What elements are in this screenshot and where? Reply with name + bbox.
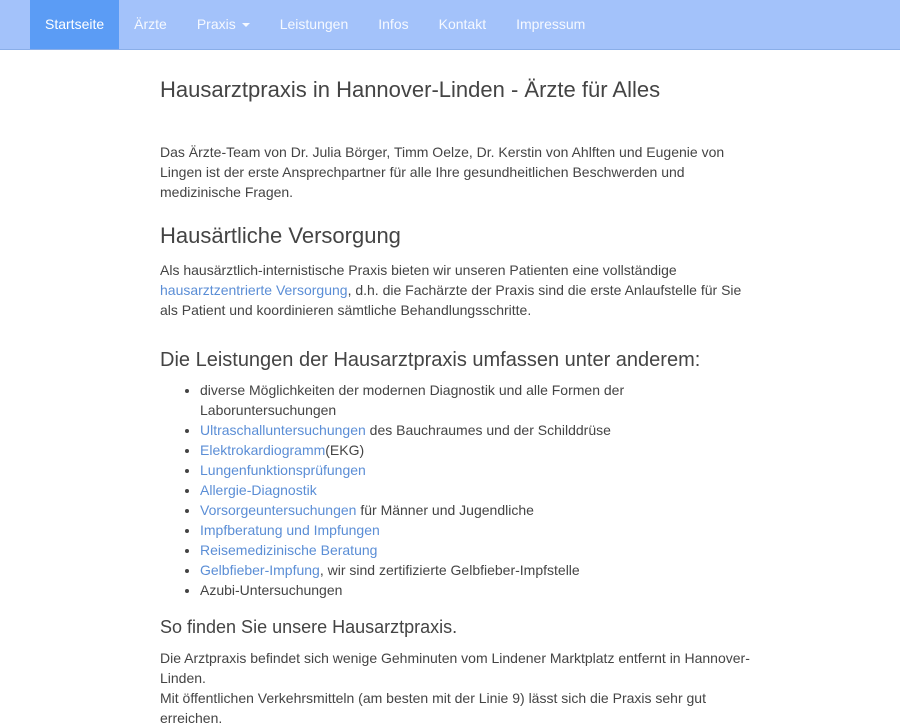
paragraph-text: Als hausärztlich-internistische Praxis bieten wir unseren Patienten eine vollständige [160,262,677,278]
link-impfberatung[interactable]: Impfberatung und Impfungen [200,522,380,538]
list-item [200,580,760,600]
page-title: Hausarztpraxis in Hannover-Linden - Ärzte für Alles [160,77,661,102]
nav-item-aerzte[interactable] [119,0,182,49]
list-item-text: des Bauchraumes und der Schilddrüse [365,422,611,438]
nav-item-impressum[interactable] [501,0,600,49]
caret-down-icon [242,23,250,27]
main-content [160,74,760,728]
nav-item-label: Ärzte [134,16,167,32]
nav-item-label: Kontakt [438,16,487,32]
nav-item-label: Startseite [45,16,105,32]
section-heading-leistungen: Die Leistungen der Hausarztpraxis umfassen unter anderem: [160,349,701,371]
link-allergie-diagnostik[interactable]: Allergie-Diagnostik [200,482,317,498]
section-heading-anfahrt: So finden Sie unsere Hausarztpraxis. [160,617,458,637]
list-item [200,460,760,480]
list-item [200,540,760,560]
link-gelbfieber[interactable]: Gelbfieber-Impfung [200,562,320,578]
list-item-text: (EKG) [325,442,365,458]
nav-item-label: Leistungen [279,16,349,32]
list-item [200,420,760,440]
nav-item-startseite[interactable] [30,0,119,49]
navbar [0,0,900,50]
list-item-text: Azubi-Untersuchungen [200,582,343,598]
list-item [200,480,760,500]
list-item-text: für Männer und Jugendliche [356,502,534,518]
link-lungenfunktion[interactable]: Lungenfunktionsprüfungen [200,462,366,478]
nav-item-label: Praxis [196,16,236,32]
nav-item-label: Infos [378,16,409,32]
paragraph-text: , d.h. die Fachärzte der Praxis sind die erste Anlaufstelle für Sie als Patient und koordinieren sämtliche Behandlungsschritte. [160,282,742,318]
link-elektrokardiogramm[interactable]: Elektrokardiogramm [200,442,326,458]
leistungen-list [160,380,760,600]
link-hausarztzentrierte-versorgung[interactable]: hausarztzentrierte Versorgung [160,282,348,298]
list-item [200,500,760,520]
list-item-text: diverse Möglichkeiten der modernen Diagnostik und alle Formen der Laboruntersuchungen [200,382,625,418]
list-item [200,560,760,580]
nav-item-infos[interactable] [363,0,423,49]
anfahrt-paragraph [160,648,760,728]
intro-paragraph: Das Ärzte-Team von Dr. Julia Börger, Timm Oelze, Dr. Kerstin von Ahlften und Eugenie von Lingen ist der erste Ansprechpartner für alle Ihre gesundheitlichen Beschwerden und medizinische Fragen. [160,144,725,200]
section-heading-versorgung: Hausärtliche Versorgung [160,223,401,248]
list-item [200,380,760,420]
link-vorsorge[interactable]: Vorsorgeuntersuchungen [200,502,357,518]
list-item [200,520,760,540]
nav-item-praxis[interactable] [182,0,265,49]
anfahrt-line-2: Mit öffentlichen Verkehrsmitteln (am besten mit der Linie 9) lässt sich die Praxis sehr gut erreichen. [160,690,706,726]
anfahrt-line-1: Die Arztpraxis befindet sich wenige Gehminuten vom Lindener Marktplatz entfernt in Hannover-Linden. [160,650,750,686]
list-item [200,440,760,460]
nav-item-leistungen[interactable] [265,0,364,49]
nav-item-kontakt[interactable] [424,0,501,49]
link-ultraschall[interactable]: Ultraschalluntersuchungen [200,422,366,438]
nav-menu [30,0,600,49]
versorgung-paragraph [160,260,760,320]
link-reisemedizin[interactable]: Reisemedizinische Beratung [200,542,378,558]
list-item-text: , wir sind zertifizierte Gelbfieber-Impfstelle [319,562,580,578]
nav-item-label: Impressum [516,16,586,32]
